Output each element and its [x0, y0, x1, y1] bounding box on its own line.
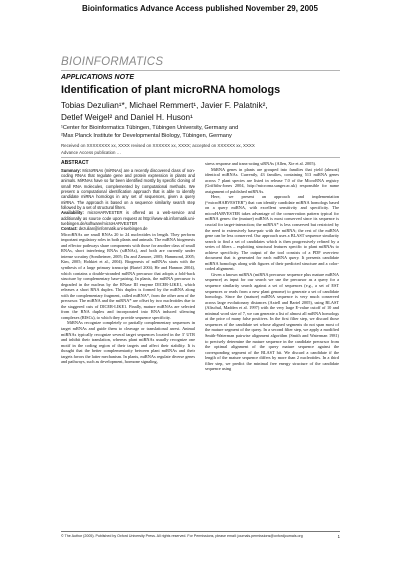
received-line: Received on XXXXXXXX xx, XXXX revised on XXXXXX xx, XXXX; accepted on XXXXXX xx, XXXX	[61, 143, 255, 148]
body-paragraph: Given a known miRNA (miRNA precursor sequence plus mature miRNA sequence) as input for our search we use the precursor as a query for a sequence similarity search against a set of sequences (e.g., a set of EST sequences or reads from a new plant genome) to generate a set of candidate homologs. Since the (mature) miRNA sequence is very much conserved across large evolutionary distances (Axtell and Bartel 2005), using BLAST (Altschul, Madden et al. 1997) with the very large E-value cutoff of 10 and minimal word size of 7, we can generate a list of almost all miRNA homologs at the price of many false positives. In the first filter step, we discard those sequences of the candidate set whose aligned segments do not span most of the mature segment of the query. In a second filter step, we apply a modified Smith-Waterman pairwise alignment algorithm (Smith and Waterman 1981) to precisely determine the mature sequence in the candidate precursor from the optimal alignment of the query mature sequence against the corresponding segment of the BLAST hit. We discard a candidate if the length of the mature sequence differs by more than 2 nucleotides. In a third filter step, we predict the minimal free energy structure of the candidate sequence using	[205, 271, 340, 372]
left-column	[61, 161, 195, 365]
availability-text: microHARVESTER is offered as a web-service and additionally as source code upon request at http://www-ab.informatik.uni-tuebingen.de/software/microHARVESTER	[61, 210, 195, 226]
abstract-summary	[61, 168, 195, 211]
affiliation-2: ²Max Planck Institute for Developmental Biology, Tübingen, Germany	[61, 132, 232, 139]
summary-label: Summary:	[61, 167, 82, 173]
advance-access-banner: Bioinformatics Advance Access published November 29, 2005	[82, 4, 318, 13]
title-block-rule	[61, 157, 340, 158]
right-column	[205, 161, 339, 372]
paper-title: Identification of plant microRNA homologs	[61, 84, 281, 96]
availability-label: Availability:	[61, 210, 84, 216]
copyright-footer: © The Author (2005). Published by Oxford University Press. All rights reserved. For Permissions, please email: journals.permissions@oxfordjournals.org	[61, 534, 303, 538]
journal-name: BIOINFORMATICS	[61, 56, 164, 68]
publication-dates	[61, 143, 341, 156]
authors-line-1: Tobias Dezulian¹*, Michael Remmert¹, Javier F. Palatnik²,	[61, 101, 268, 110]
body-paragraph: MicroRNAs are small RNAs 20 to 24 nucleotides in length. They perform important regulatory roles in both plants and animals. The miRNA biogenesis and effector pathways share components with those for another class of small RNAs, short interfering RNAs (siRNAs), and both are currently under intense scrutiny (Sontheimer, 2005; Du and Zamore, 2005; Hammond, 2005; Kim, 2005; Hohkiet et al., 2004). Biogenesis of miRNAs starts with the synthesis of a large primary transcript (Bartel 2004; He and Hannon 2004), which contains a double-stranded miRNA precursor that adopts a fold-back structure by complementary base-pairing. In plants, the miRNA precursor is degraded in the nucleus by the RNase III enzyme DICER-LIKE1, which releases a short RNA duplex. This duplex is formed by the miRNA along with the complementary fragment, called miRNA*, from the other arm of the precursor. The miRNA and the miRNA* are offset by two nucleotides due to the staggered cuts of DICER-LIKE1. Finally, mature miRNAs are selected from the RNA duplex and incorporated into RNA induced silencing complexes (RISCs), to which they provide sequence specificity.	[61, 231, 195, 320]
summary-text: MicroRNAs (miRNAs) are a recently discovered class of non-coding RNAs that regulate gene and protein expression in plants and animals. MiRNAs have so far been identified mostly by specific cloning of small RNA molecules, complemented by computational methods. We present a computational identification approach that is able to identify candidate miRNA homologs in any set of sequences, given a query miRNA. The approach is based on a sequence similarity search step followed by a set of structural filters.	[61, 167, 196, 210]
affiliations	[61, 125, 341, 140]
contact-label: Contact:	[61, 226, 78, 232]
body-paragraph: stress response and trans-acting siRNAs (Allen, Xie et al. 2005).	[205, 161, 316, 166]
section-label: APPLICATIONS NOTE	[61, 74, 134, 81]
affiliation-1: ¹Center for Bioinformatics Tübingen, Tübingen University, Germany and	[61, 125, 239, 131]
abstract-availability	[61, 210, 195, 231]
footer-rule	[61, 531, 340, 532]
advance-access-line: Advance Access publication …	[61, 149, 122, 155]
header-rule	[61, 70, 340, 71]
authors-line-2: Detlef Weigel² and Daniel H. Huson¹	[61, 112, 193, 122]
abstract-heading: ABSTRACT	[61, 160, 89, 166]
body-paragraph: MiRNAs recognize completely or partially complementary sequences in target mRNAs and guide them to cleavage or translational arrest. Animal miRNAs typically recognize several target sequences located in the 3′ UTR and inhibit their translation, whereas plant miRNAs usually recognize one motif in the coding region of their targets and affect their stability. It is thought that the better complementarity between plant miRNAs and their targets favors the latter mechanism. In plants, miRNAs regulate diverse genes and pathways, such as development, hormone signaling,	[61, 320, 195, 365]
page-number: 1	[337, 534, 340, 539]
body-paragraph: Here, we present an approach and implementation (“microHARVESTER”) that can identify candidate miRNA homologs based on a query miRNA, with excellent sensitivity and specificity. The microHARVESTER takes advantage of the conservation pattern typical for miRNA genes: the (mature) miRNA is most conserved since its sequence is crucial for target-interaction; the miRNA* is less conserved but restricted by the need to extensively base-pair with the miRNA; the rest of the miRNA gene can be less conserved. Our approach uses a BLAST sequence similarity search to find a set of candidates which is then progressively refined by a series of filters – exploiting structural features specific to plant miRNAs to achieve specificity. The output of the tool consists of a PDF overview document that is generated for each miRNA query. It presents candidate miRNA homologs along with figures of their predicted structure and a color-coded alignment.	[205, 194, 339, 272]
contact-email[interactable]: dezulian@informatik.uni-tuebingen.de	[78, 226, 148, 232]
body-paragraph: MiRNA genes in plants are grouped into families that yield (almost) identical miRNAs. Currently, 43 families, containing 513 miRNA genes across 7 plant species are listed in release 7.0 of the MicroRNA registry (Griffiths-Jones 2004, http://microrna.sanger.ac.uk) responsible for name assignment of published miRNAs.	[205, 166, 339, 194]
author-list	[61, 100, 341, 123]
